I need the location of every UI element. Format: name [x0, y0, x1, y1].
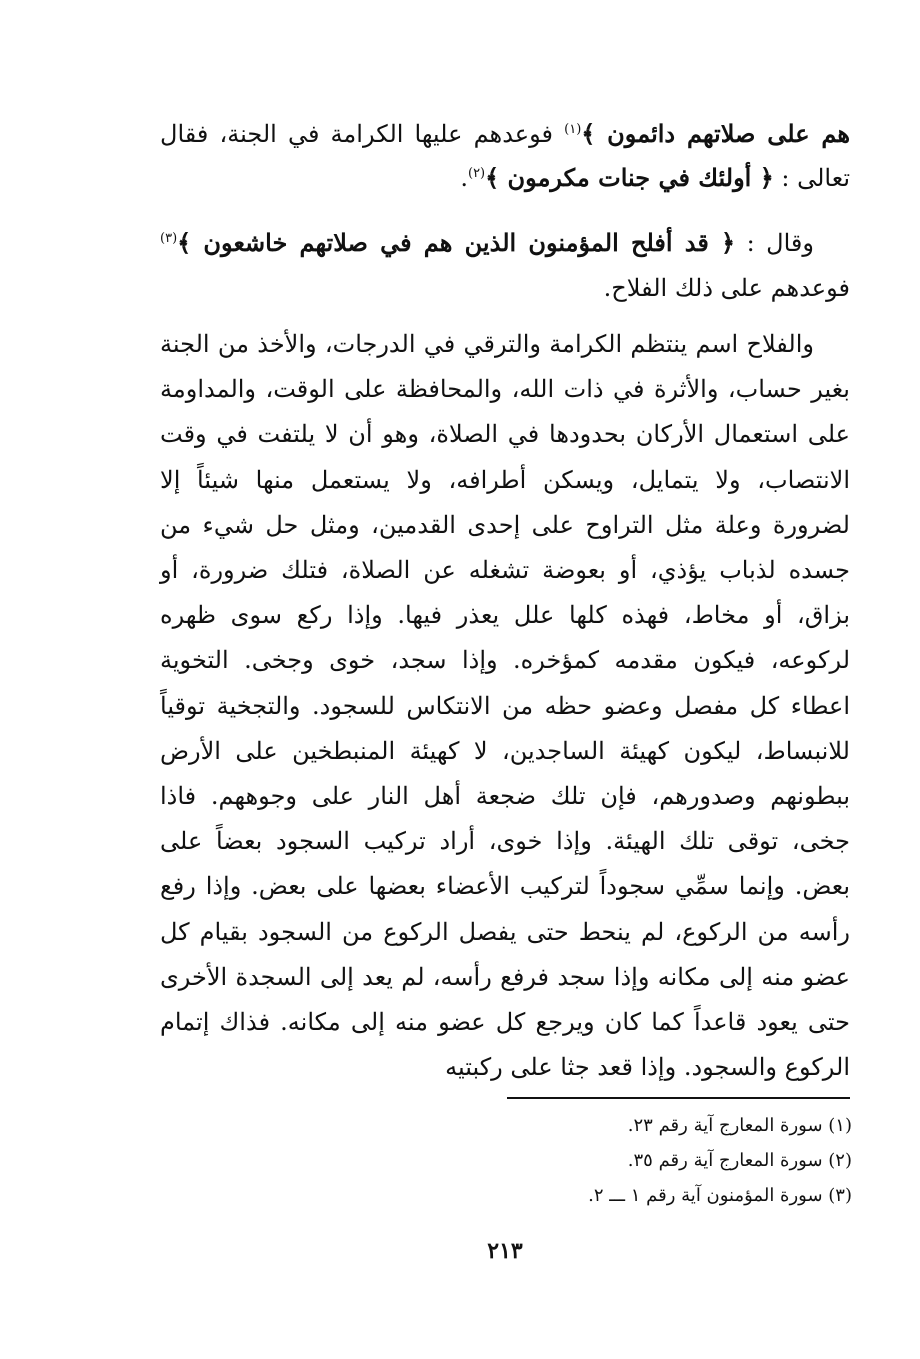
paragraph-1-text: فوعدهم عليها الكرامة في الجنة، فقال تعالى : — [160, 120, 850, 192]
footnote-ref-2: (٢) — [467, 166, 486, 181]
quran-verse-quote: ﴿ أولئك في جنات مكرمون ﴾ — [485, 163, 774, 192]
quran-verse-quote: ﴿ قد أفلح المؤمنون الذين هم في صلاتهم خاشعون ﴾ — [177, 228, 736, 257]
footnote-2: (٢) سورة المعارج آية رقم ٣٥. — [627, 1150, 852, 1171]
paragraph-1 — [160, 112, 850, 200]
footnotes — [400, 1108, 852, 1213]
quran-verse-fragment: هم على صلاتهم دائمون ﴾ — [581, 119, 851, 148]
paragraph-3-text: والفلاح اسم ينتظم الكرامة والترقي في الدرجات، والأخذ من الجنة بغير حساب، والأثرة في ذات الله، والمحافظة على الوقت، والمداومة على استعمال الأركان بحدودها في الصلاة، وهو أن لا يلتفت في وقت الانتصاب، ولا يتمايل، ويسكن أطرافه، ولا يستعمل منها شيئاً إلا لضرورة وعلة مثل التراوح على إحدى القدمين، ومثل حل شيء من جسده لذباب يؤذي، أو بعوضة تشغله عن الصلاة، فتلك ضرورة، أو بزاق، أو مخاط، فهذه كلها علل يعذر فيها. وإذا ركع سوى ظهره لركوعه، فيكون مقدمه كمؤخره. وإذا سجد، خوى وجخى. التخوية اعطاء كل مفصل وعضو حظه من الانتكاس للسجود. والتجخية توقياً للانبساط، ليكون كهيئة الساجدين، لا كهيئة المنبطخين على الأرض ببطونهم وصدورهم، فإن تلك ضجعة أهل النار على وجوههم. فاذا جخى، توقى تلك الهيئة. وإذا خوى، أراد تركيب السجود بعضاً على بعض. وإنما سمِّي سجوداً لتركيب الأعضاء بعضها على بعض. وإذا رفع رأسه من الركوع، لم ينحط حتى يفصل الركوع من السجود بقيام كل عضو منه إلى مكانه وإذا سجد فرفع رأسه، لم يعد إلى السجدة الأخرى حتى يعود قاعداً كما كان ويرجع كل عضو منه إلى مكانه. فذاك إتمام الركوع والسجود. وإذا قعد جثا على ركبتيه — [160, 330, 850, 1082]
paragraph-3 — [160, 322, 850, 1090]
paragraph-2-text: فوعدهم على ذلك الفلاح. — [603, 274, 850, 302]
paragraph-2 — [160, 220, 850, 311]
footnote-1: (١) سورة المعارج آية رقم ٢٣. — [627, 1115, 852, 1136]
footnote-separator — [507, 1097, 850, 1099]
paragraph-1-end: . — [460, 164, 468, 192]
footnote-ref-1: (١) — [564, 122, 582, 137]
page-number: ٢١٣ — [487, 1238, 523, 1264]
footnote-3: (٣) سورة المؤمنون آية رقم ١ ـــ ٢. — [588, 1185, 852, 1206]
footnote-ref-3: (٣) — [160, 231, 178, 246]
paragraph-2-lead: وقال : — [735, 229, 814, 257]
